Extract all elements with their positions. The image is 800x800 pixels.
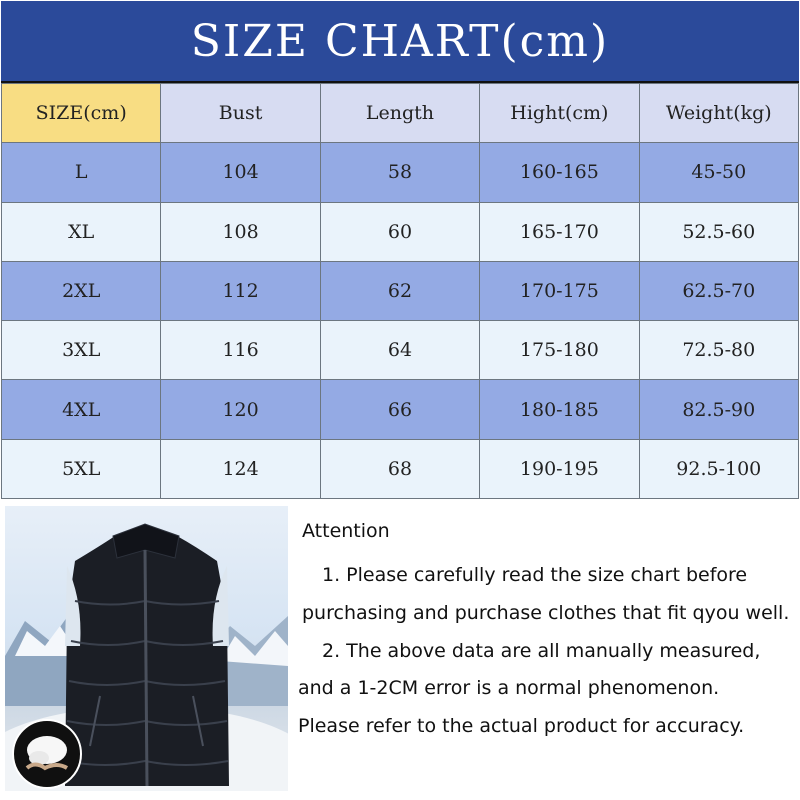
cell-size: 2XL xyxy=(2,261,161,320)
cell-bust: 116 xyxy=(161,321,320,380)
cell-weight: 52.5-60 xyxy=(639,202,798,261)
header-height: Hight(cm) xyxy=(480,84,639,143)
attention-line-5: Please refer to the actual product for accuracy. xyxy=(298,715,745,737)
header-bust: Bust xyxy=(161,84,320,143)
cell-bust: 124 xyxy=(161,439,320,498)
table-header-row xyxy=(2,84,799,143)
attention-line-2: purchasing and purchase clothes that fit qyou well. xyxy=(302,602,790,624)
cell-weight: 72.5-80 xyxy=(639,321,798,380)
table-row xyxy=(2,439,799,498)
cell-height: 165-170 xyxy=(480,202,639,261)
cell-size: 3XL xyxy=(2,321,161,380)
header-weight: Weight(kg) xyxy=(639,84,798,143)
cell-weight: 82.5-90 xyxy=(639,380,798,439)
chart-title: SIZE CHART(cm) xyxy=(1,1,799,83)
cell-length: 60 xyxy=(320,202,479,261)
cell-weight: 62.5-70 xyxy=(639,261,798,320)
cell-bust: 104 xyxy=(161,143,320,202)
cell-height: 190-195 xyxy=(480,439,639,498)
cell-height: 170-175 xyxy=(480,261,639,320)
size-table xyxy=(1,83,799,499)
cell-height: 180-185 xyxy=(480,380,639,439)
cell-weight: 45-50 xyxy=(639,143,798,202)
product-photo xyxy=(5,506,288,791)
cell-size: L xyxy=(2,143,161,202)
cell-bust: 112 xyxy=(161,261,320,320)
cell-size: 4XL xyxy=(2,380,161,439)
cell-length: 62 xyxy=(320,261,479,320)
table-row xyxy=(2,380,799,439)
header-size: SIZE(cm) xyxy=(2,84,161,143)
cell-height: 160-165 xyxy=(480,143,639,202)
attention-heading: Attention xyxy=(302,520,390,542)
attention-line-3: 2. The above data are all manually measured, xyxy=(322,640,761,662)
table-row xyxy=(2,202,799,261)
attention-line-1: 1. Please carefully read the size chart before xyxy=(322,564,748,586)
cell-size: 5XL xyxy=(2,439,161,498)
table-row xyxy=(2,261,799,320)
down-feather-2 xyxy=(29,751,49,765)
vest-zipper xyxy=(145,550,147,786)
table-row xyxy=(2,143,799,202)
attention-line-4: and a 1-2CM error is a normal phenomenon. xyxy=(298,677,720,699)
table-row xyxy=(2,321,799,380)
cell-bust: 108 xyxy=(161,202,320,261)
vest-illustration xyxy=(5,506,288,791)
cell-length: 68 xyxy=(320,439,479,498)
cell-size: XL xyxy=(2,202,161,261)
cell-length: 64 xyxy=(320,321,479,380)
header-length: Length xyxy=(320,84,479,143)
cell-length: 66 xyxy=(320,380,479,439)
cell-length: 58 xyxy=(320,143,479,202)
cell-bust: 120 xyxy=(161,380,320,439)
cell-weight: 92.5-100 xyxy=(639,439,798,498)
cell-height: 175-180 xyxy=(480,321,639,380)
